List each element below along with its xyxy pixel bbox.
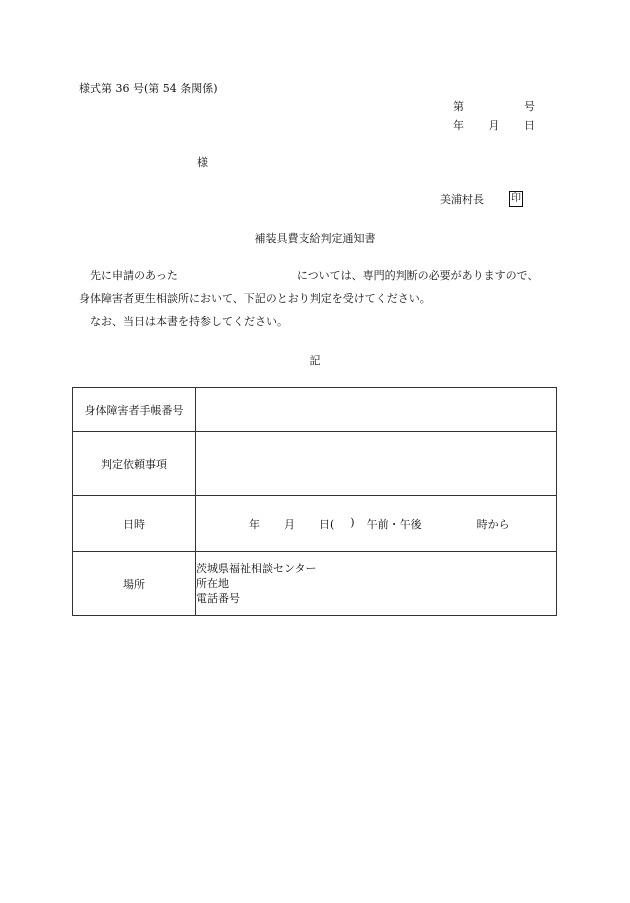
place-label: 場所 [73, 552, 196, 616]
issue-day: 日 [524, 119, 535, 132]
addressee-suffix: 様 [197, 156, 208, 169]
handbook-number-value [196, 388, 557, 432]
datetime-day: 日( [319, 517, 335, 531]
place-line-center: 茨城県福祉相談センター [196, 562, 317, 575]
form-number: 様式第 36 号(第 54 条関係) [79, 82, 218, 95]
datetime-from: 時から [476, 517, 510, 531]
place-value [196, 552, 557, 616]
info-table [72, 387, 557, 616]
document-number-prefix: 第 [453, 100, 464, 113]
body-line-1-start: 先に申請のあった [90, 269, 178, 282]
place-line-phone: 電話番号 [196, 592, 240, 605]
issue-month: 月 [488, 119, 500, 132]
datetime-label: 日時 [73, 496, 196, 552]
request-items-value [196, 432, 557, 496]
body-line-3 [79, 316, 288, 327]
place-lines [196, 561, 556, 606]
datetime-fields [196, 516, 556, 532]
handbook-number-label: 身体障害者手帳番号 [73, 388, 196, 432]
table-row-handbook [73, 388, 557, 432]
datetime-year: 年 [249, 517, 260, 531]
table-row-datetime [73, 496, 557, 552]
table-row-place [73, 552, 557, 616]
body-line-1 [79, 270, 538, 281]
sender-title: 美浦村長 [440, 193, 484, 206]
datetime-ampm: 午前・午後 [366, 517, 422, 531]
datetime-weekday-close: ) [350, 515, 355, 529]
seal-box: 印 [509, 191, 523, 207]
body-line-2: 身体障害者更生相談所において、下記のとおり判定を受けてください。 [79, 292, 431, 305]
body-line-3-text: なお、当日は本書を持参してください。 [90, 315, 288, 328]
ki-heading: 記 [309, 354, 321, 367]
issue-year: 年 [453, 119, 464, 132]
body-line-1-end: については、専門的判断の必要がありますので、 [296, 269, 539, 282]
document-number-suffix: 号 [524, 100, 535, 113]
document-number-row [453, 101, 535, 112]
table-row-request [73, 432, 557, 496]
issue-date-row [453, 120, 535, 131]
request-items-label: 判定依頼事項 [73, 432, 196, 496]
datetime-month: 月 [284, 517, 295, 531]
place-line-address: 所在地 [196, 577, 229, 590]
datetime-value [196, 496, 557, 552]
document-title: 補装具費支給判定通知書 [254, 232, 376, 245]
